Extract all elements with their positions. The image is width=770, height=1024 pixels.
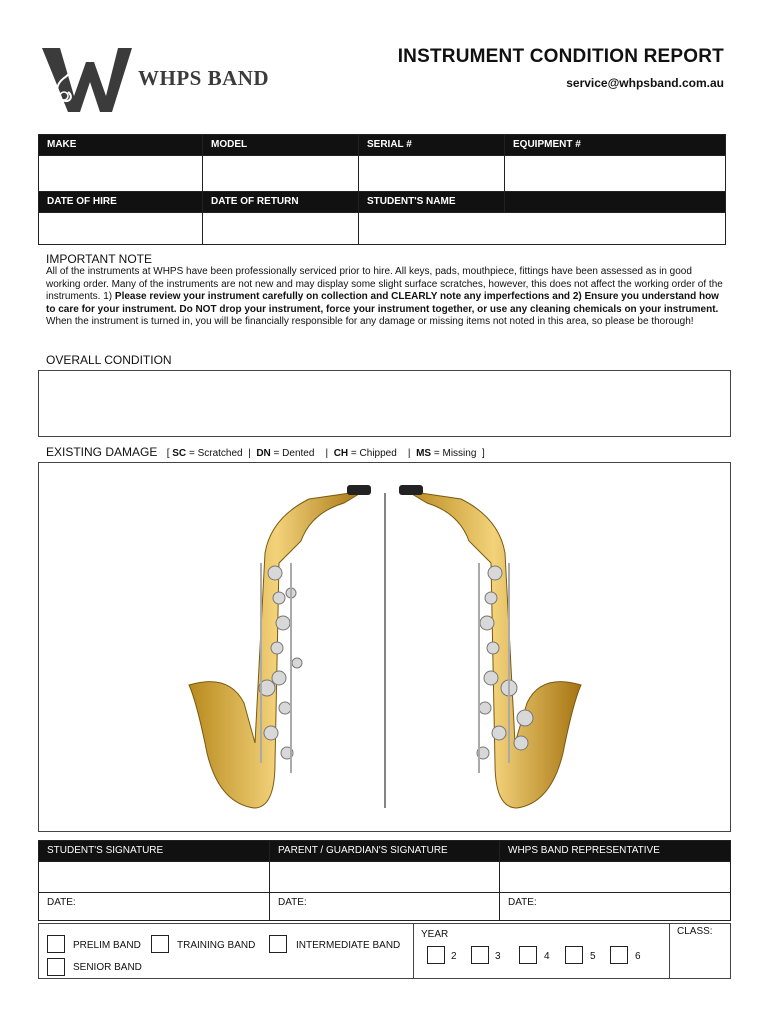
intermediate-band-checkbox[interactable]: [269, 935, 287, 953]
students-name-field[interactable]: [359, 213, 726, 245]
students-name-header: STUDENT'S NAME: [359, 192, 505, 213]
intermediate-band-label: INTERMEDIATE BAND: [296, 940, 401, 951]
overall-condition-title: OVERALL CONDITION: [46, 353, 172, 367]
date-of-return-header: DATE OF RETURN: [203, 192, 359, 213]
important-note-body: [46, 266, 726, 329]
senior-band-label: SENIOR BAND: [73, 962, 142, 973]
year-5-label: 5: [590, 951, 596, 962]
legend-dn-code: DN: [256, 448, 271, 459]
prelim-band-label: PRELIM BAND: [73, 940, 141, 951]
students-name-header-fill: [505, 192, 726, 213]
band-selection-box: [38, 923, 731, 979]
legend-ch-code: CH: [333, 448, 349, 459]
class-label: CLASS:: [677, 926, 713, 937]
saxophone-diagram: [39, 463, 732, 833]
rep-signature-field[interactable]: [500, 862, 731, 893]
model-header: MODEL: [203, 135, 359, 156]
year-3-checkbox[interactable]: [471, 946, 489, 964]
parent-signature-field[interactable]: [270, 862, 500, 893]
saxophone-back-view: [399, 485, 581, 808]
make-field[interactable]: [39, 156, 203, 192]
rep-signature-header: WHPS BAND REPRESENTATIVE: [500, 841, 731, 862]
whps-band-logo: [40, 44, 280, 114]
year-2-checkbox[interactable]: [427, 946, 445, 964]
model-field[interactable]: [203, 156, 359, 192]
contact-email[interactable]: service@whpsband.com.au: [566, 76, 724, 90]
logo-w-mark: [40, 44, 140, 114]
year-6-checkbox[interactable]: [610, 946, 628, 964]
damage-diagram-area[interactable]: [38, 462, 731, 832]
note-text-2: When the instrument is turned in, you will be financially responsible for any damage or missing items not noted in this area, so please be thorough!: [46, 316, 694, 327]
make-header: MAKE: [39, 135, 203, 156]
year-2-label: 2: [451, 951, 457, 962]
existing-damage-title: EXISTING DAMAGE: [46, 445, 158, 459]
student-signature-field[interactable]: [39, 862, 270, 893]
date-of-hire-header: DATE OF HIRE: [39, 192, 203, 213]
overall-condition-field[interactable]: [38, 370, 731, 437]
date-of-hire-field[interactable]: [39, 213, 203, 245]
date-of-return-field[interactable]: [203, 213, 359, 245]
legend-ms-text: = Missing: [431, 448, 477, 459]
legend-ms-code: MS: [416, 448, 432, 459]
rep-date-field[interactable]: DATE:: [500, 893, 731, 921]
legend-sc-code: SC: [172, 448, 187, 459]
saxophone-front-view: [189, 485, 371, 808]
parent-signature-header: PARENT / GUARDIAN'S SIGNATURE: [270, 841, 500, 862]
year-label: YEAR: [421, 929, 449, 940]
note-text-1: All of the instruments at WHPS have been professionally serviced prior to hire. All keys, pads, mouthpiece, fittings have been assessed as in good working order. Many of the instruments are not new and may display some slight surface scratches, however, this does not affect the working order of the instruments. 1): [46, 266, 723, 302]
serial-field[interactable]: [359, 156, 505, 192]
training-band-label: TRAINING BAND: [177, 940, 256, 951]
legend-ch-text: = Chipped: [348, 448, 397, 459]
divider-class: [669, 924, 670, 978]
logo-text: WHPS BAND: [138, 66, 270, 90]
year-5-checkbox[interactable]: [565, 946, 583, 964]
details-table: [38, 134, 726, 245]
senior-band-checkbox[interactable]: [47, 958, 65, 976]
year-4-label: 4: [544, 951, 550, 962]
equipment-field[interactable]: [505, 156, 726, 192]
damage-legend: [ SC = Scratched | DN = Dented | CH = Chipped | MS = Missing ]: [166, 448, 485, 459]
year-6-label: 6: [635, 951, 641, 962]
student-signature-header: STUDENT'S SIGNATURE: [39, 841, 270, 862]
divider-year: [413, 924, 414, 978]
training-band-checkbox[interactable]: [151, 935, 169, 953]
important-note-title: IMPORTANT NOTE: [46, 252, 153, 266]
note-text-bold: Please review your instrument carefully on collection and CLEARLY note any imperfections and 2) Ensure you understand how to care for your instrument. Do NOT drop your instrument, force your instrument together, or use any cleaning chemicals on your instrument.: [46, 291, 719, 315]
legend-sc-text: = Scratched: [186, 448, 243, 459]
serial-header: SERIAL #: [359, 135, 505, 156]
legend-dn-text: = Dented: [270, 448, 315, 459]
existing-damage-heading: [46, 445, 485, 459]
page-title: INSTRUMENT CONDITION REPORT: [397, 46, 724, 67]
year-3-label: 3: [495, 951, 501, 962]
signature-table: [38, 840, 731, 921]
student-date-field[interactable]: DATE:: [39, 893, 270, 921]
prelim-band-checkbox[interactable]: [47, 935, 65, 953]
year-4-checkbox[interactable]: [519, 946, 537, 964]
parent-date-field[interactable]: DATE:: [270, 893, 500, 921]
equipment-header: EQUIPMENT #: [505, 135, 726, 156]
